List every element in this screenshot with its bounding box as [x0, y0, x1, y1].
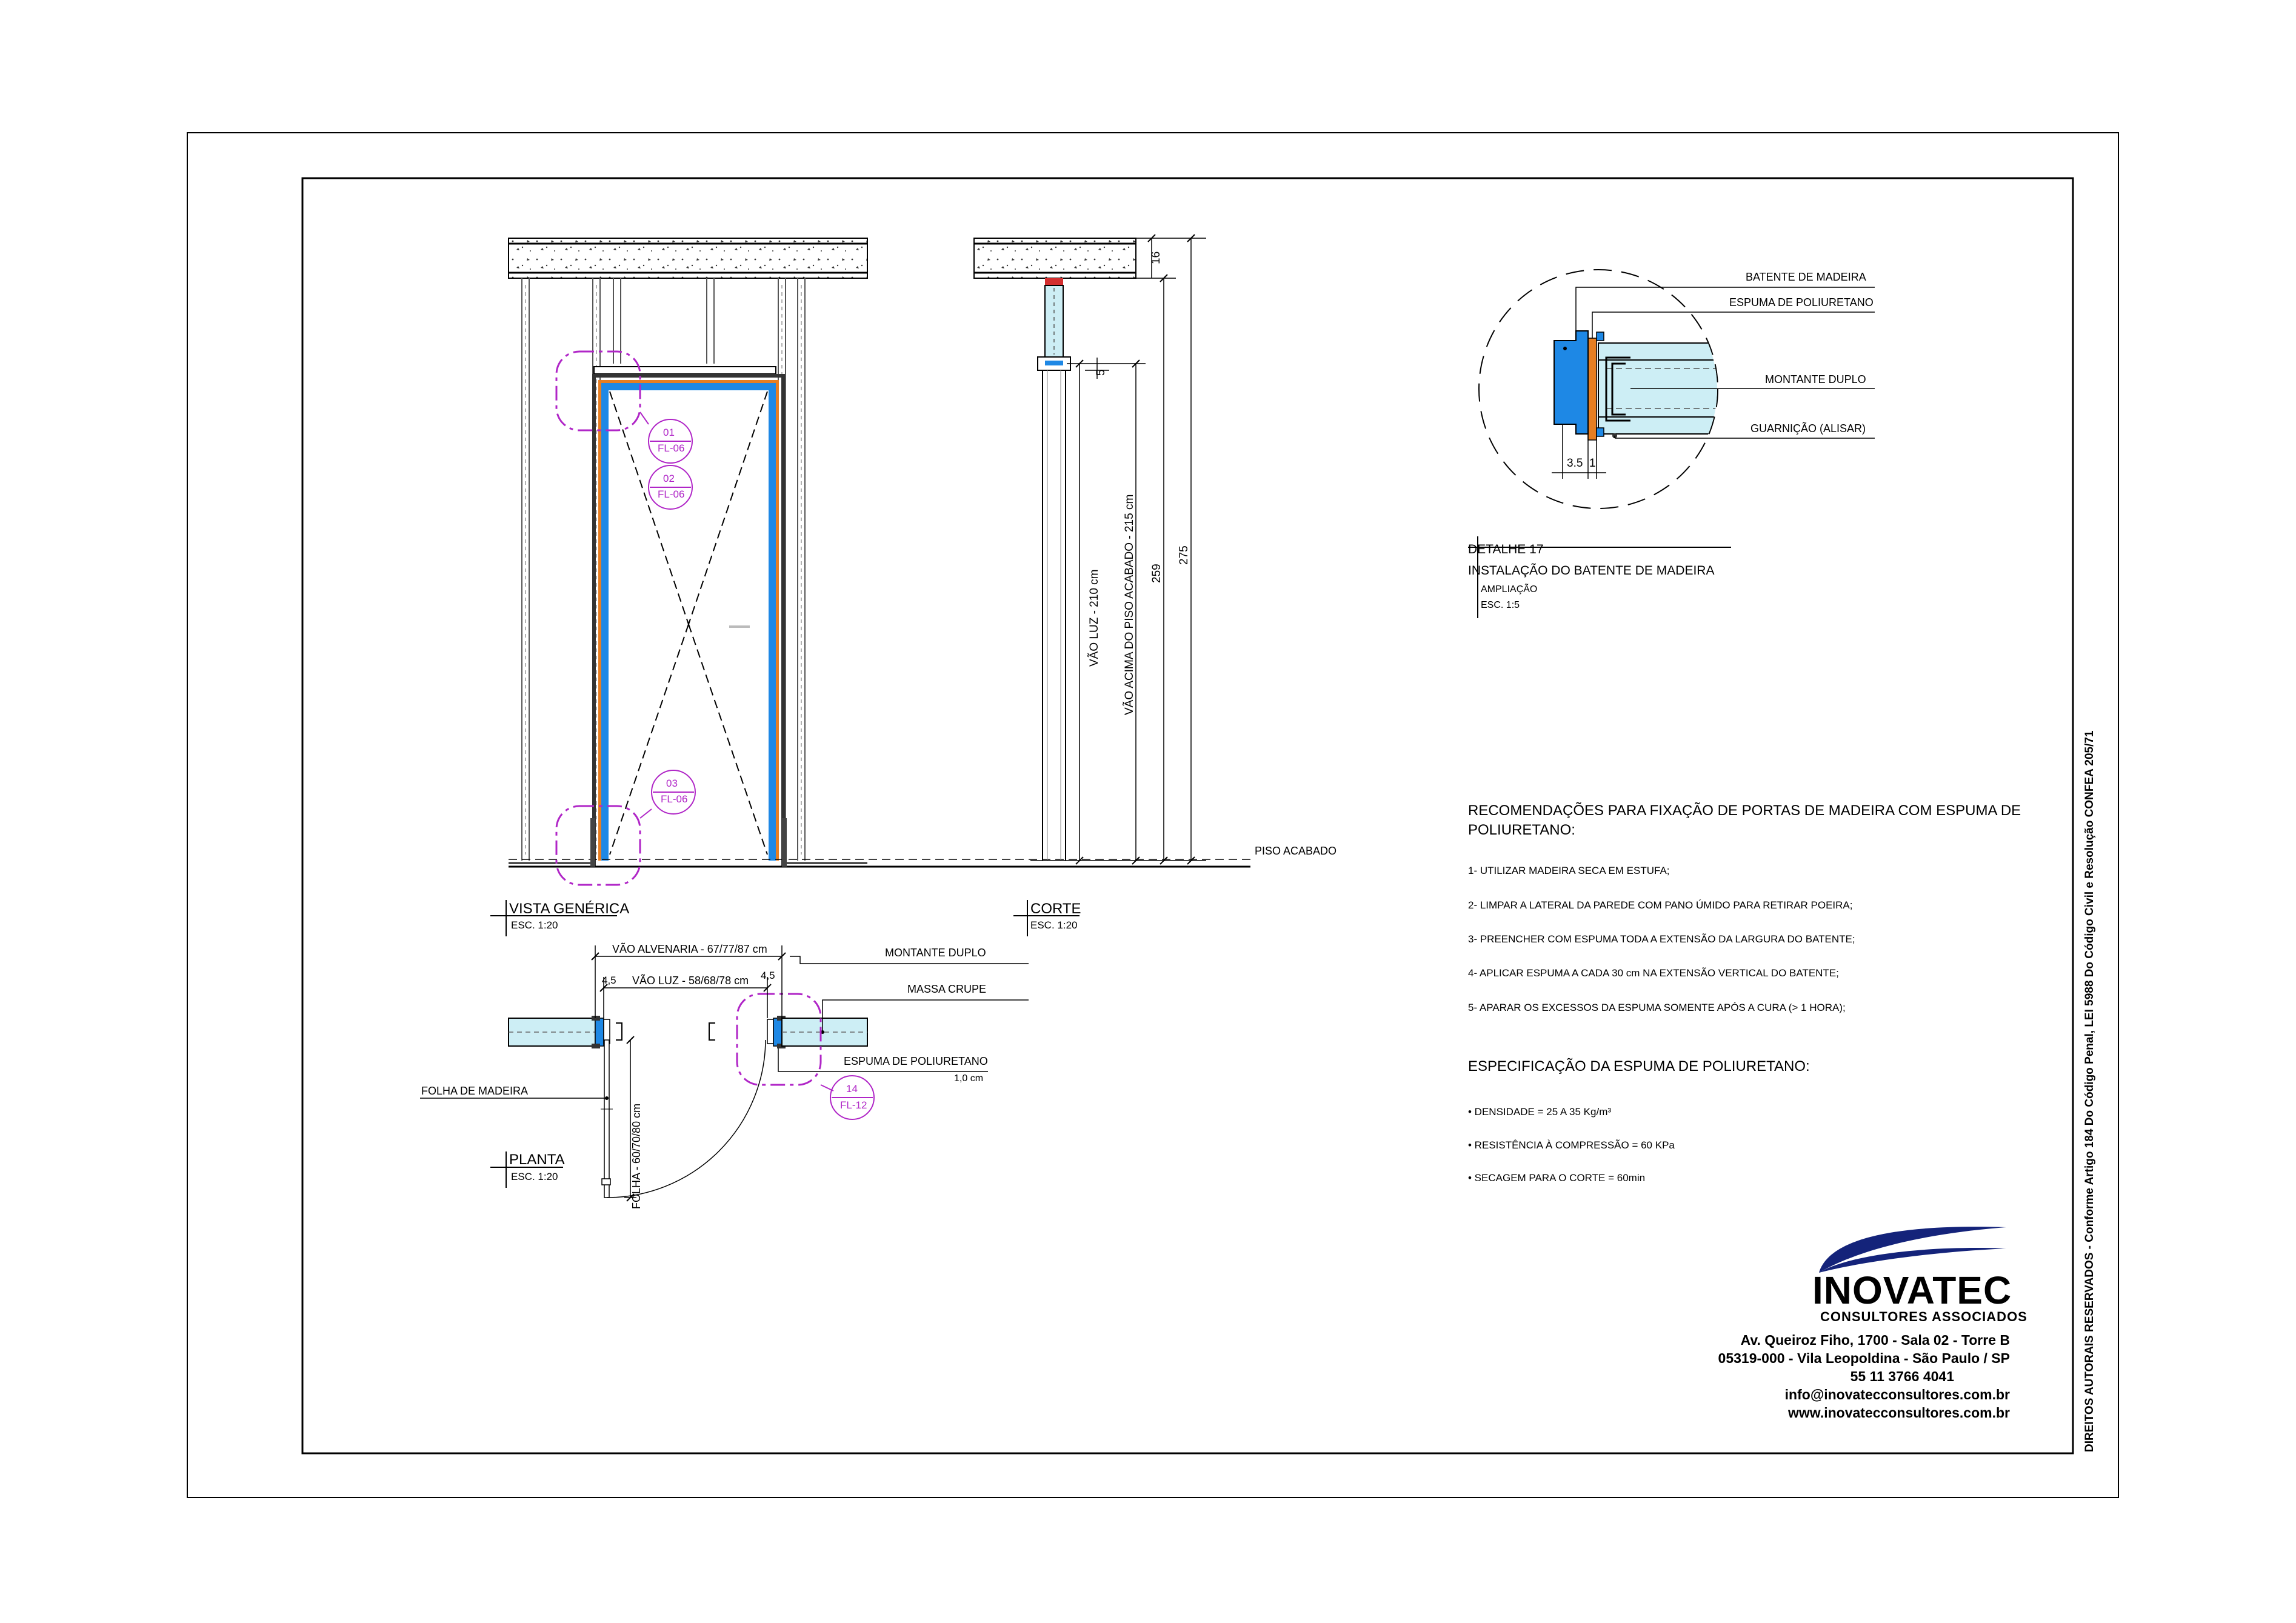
recommendations-title-1: RECOMENDAÇÕES PARA FIXAÇÃO DE PORTAS DE MADEIRA COM ESPUMA DE	[1468, 802, 2021, 819]
vao-luz-planta-dim: VÃO LUZ - 58/68/78 cm	[632, 975, 749, 987]
vao-luz-corte-dim: VÃO LUZ - 210 cm	[1088, 569, 1101, 667]
callout-01-number: 01	[663, 427, 675, 438]
det-label-montante: MONTANTE DUPLO	[1765, 373, 1866, 385]
dim-16: 16	[1150, 251, 1163, 264]
dim-5: 5	[1095, 369, 1107, 376]
company-name: INOVATEC	[1812, 1268, 2012, 1312]
company-website[interactable]: www.inovatecconsultores.com.br	[1788, 1405, 2010, 1421]
massa-crupe-label: MASSA CRUPE	[907, 983, 987, 995]
dim-45-left: 4,5	[602, 975, 616, 986]
montante-duplo-label: MONTANTE DUPLO	[885, 947, 986, 959]
corte-title: CORTE	[1030, 901, 1081, 917]
vao-acima-piso-dim: VÃO ACIMA DO PISO ACABADO - 215 cm	[1123, 494, 1136, 715]
corte-scale: ESC. 1:20	[1030, 919, 1078, 931]
callout-02-number: 02	[663, 473, 675, 484]
copyright-notice: DIREITOS AUTORAIS RESERVADOS - Conforme Artigo 184 Do Código Penal, LEI 5988 Do Código Civil e Resolução CONFEA 205/71	[2083, 730, 2096, 1452]
company-subtitle: CONSULTORES ASSOCIADOS	[1820, 1309, 2027, 1324]
vao-alvenaria-dim: VÃO ALVENARIA - 67/77/87 cm	[612, 943, 767, 955]
vista-title: VISTA GENÉRICA	[509, 901, 630, 917]
folha-de-madeira-label: FOLHA DE MADEIRA	[421, 1085, 529, 1097]
callout-02-ref: FL-06	[658, 488, 685, 500]
recommendation-item: 5- APARAR OS EXCESSOS DA ESPUMA SOMENTE APÓS A CURA (> 1 HORA);	[1468, 1002, 1846, 1013]
det-dim-1: 1	[1589, 457, 1596, 470]
vista-generica-drawing	[509, 238, 1250, 885]
spec-title: ESPECIFICAÇÃO DA ESPUMA DE POLIURETANO:	[1468, 1058, 1810, 1075]
dim-45-right: 4,5	[761, 970, 775, 981]
planta-scale: ESC. 1:20	[511, 1171, 558, 1182]
vista-scale: ESC. 1:20	[511, 919, 558, 931]
recommendation-item: 2- LIMPAR A LATERAL DA PAREDE COM PANO ÚMIDO PARA RETIRAR POEIRA;	[1468, 899, 1853, 911]
callout-14-ref: FL-12	[840, 1099, 867, 1111]
espuma-thickness-label: 1,0 cm	[954, 1073, 984, 1084]
espuma-poliuretano-label: ESPUMA DE POLIURETANO	[844, 1055, 988, 1067]
det-label-batente: BATENTE DE MADEIRA	[1746, 271, 1866, 283]
spec-item: • RESISTÊNCIA À COMPRESSÃO = 60 KPa	[1468, 1139, 1675, 1151]
company-address-2: 05319-000 - Vila Leopoldina - São Paulo / SP	[1718, 1350, 2010, 1366]
det-label-espuma: ESPUMA DE POLIURETANO	[1729, 296, 1874, 308]
spec-item: • DENSIDADE = 25 A 35 Kg/m³	[1468, 1106, 1612, 1118]
company-phone: 55 11 3766 4041	[1850, 1368, 1954, 1384]
callout-03-number: 03	[666, 778, 678, 789]
corte-drawing	[974, 235, 1250, 867]
spec-item: • SECAGEM PARA O CORTE = 60min	[1468, 1172, 1646, 1184]
recommendations-title-2: POLIURETANO:	[1468, 822, 1575, 838]
planta-title: PLANTA	[509, 1151, 565, 1168]
recommendation-item: 1- UTILIZAR MADEIRA SECA EM ESTUFA;	[1468, 865, 1670, 876]
det-label-guarnicao: GUARNIÇÃO (ALISAR)	[1750, 422, 1866, 435]
inovatec-logo-swoosh	[1819, 1227, 2006, 1273]
det-dim-35: 3.5	[1567, 457, 1583, 470]
company-address-1: Av. Queiroz Fiho, 1700 - Sala 02 - Torre B	[1740, 1332, 2010, 1348]
detalhe-17-scale: ESC. 1:5	[1481, 600, 1520, 610]
dim-259: 259	[1150, 564, 1163, 583]
piso-acabado-label: PISO ACABADO	[1255, 845, 1337, 857]
callout-14-number: 14	[846, 1083, 858, 1095]
detalhe-17-ampliacao: AMPLIAÇÃO	[1481, 584, 1538, 595]
callout-01-ref: FL-06	[658, 442, 685, 454]
detalhe-17-title: DETALHE 17	[1468, 542, 1544, 556]
callout-03-ref: FL-06	[661, 793, 688, 805]
recommendation-item: 3- PREENCHER COM ESPUMA TODA A EXTENSÃO DA LARGURA DO BATENTE;	[1468, 933, 1855, 945]
folha-dim: FOLHA - 60/70/80 cm	[630, 1103, 642, 1209]
recommendation-item: 4- APLICAR ESPUMA A CADA 30 cm NA EXTENSÃO VERTICAL DO BATENTE;	[1468, 967, 1839, 979]
detalhe-17-subtitle: INSTALAÇÃO DO BATENTE DE MADEIRA	[1468, 564, 1715, 578]
company-email[interactable]: info@inovatecconsultores.com.br	[1784, 1387, 2010, 1402]
dim-275: 275	[1178, 545, 1190, 565]
